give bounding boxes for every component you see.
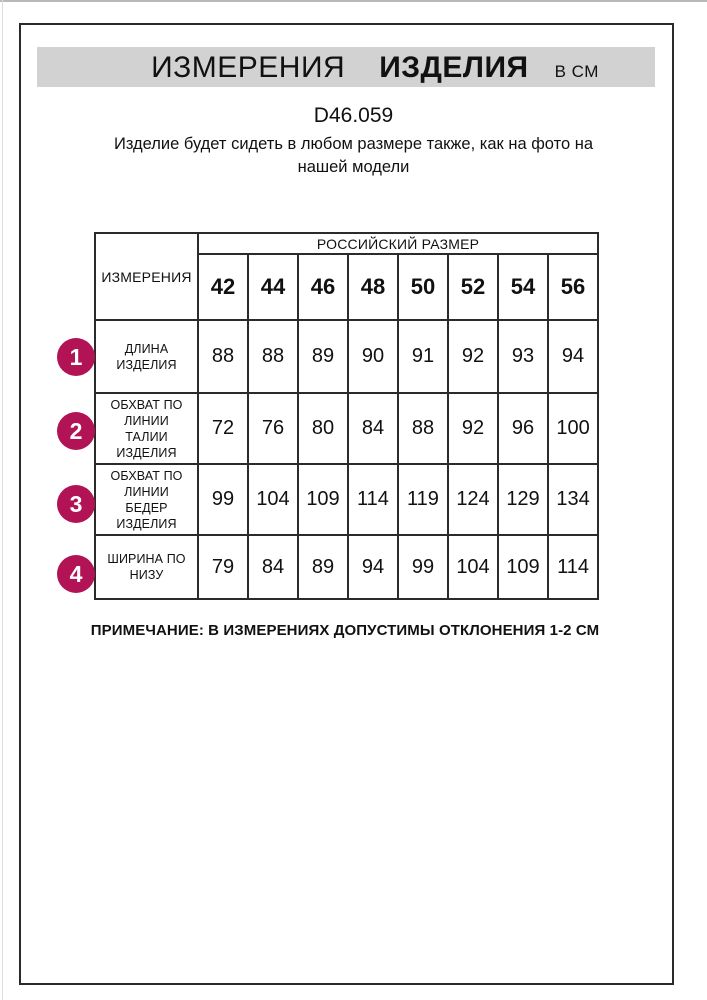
table-cell: 114	[548, 535, 598, 599]
row-number-badge-2: 2	[57, 412, 95, 450]
table-cell: 129	[498, 464, 548, 535]
row-label: ОБХВАТ ПО ЛИНИИ БЕДЕР ИЗДЕЛИЯ	[95, 464, 198, 535]
table-cell: 76	[248, 393, 298, 464]
table-cell: 104	[248, 464, 298, 535]
table-cell: 94	[348, 535, 398, 599]
row-label: ОБХВАТ ПО ЛИНИИ ТАЛИИ ИЗДЕЛИЯ	[95, 393, 198, 464]
table-cell: 104	[448, 535, 498, 599]
size-header: 52	[448, 254, 498, 320]
table-cell: 84	[348, 393, 398, 464]
table-row-length	[95, 320, 598, 393]
size-table	[94, 232, 599, 600]
table-cell: 88	[248, 320, 298, 393]
table-cell: 89	[298, 320, 348, 393]
table-cell: 88	[198, 320, 248, 393]
fit-description-line1: Изделие будет сидеть в любом размере также, как на фото на	[113, 135, 594, 153]
table-cell: 109	[298, 464, 348, 535]
table-cell: 91	[398, 320, 448, 393]
table-cell: 124	[448, 464, 498, 535]
size-header: 48	[348, 254, 398, 320]
size-header: 50	[398, 254, 448, 320]
table-row-bottom-width	[95, 535, 598, 599]
size-header: 42	[198, 254, 248, 320]
size-header: 46	[298, 254, 348, 320]
row-label: ШИРИНА ПО НИЗУ	[95, 535, 198, 599]
table-cell: 89	[298, 535, 348, 599]
table-cell: 72	[198, 393, 248, 464]
table-cell: 84	[248, 535, 298, 599]
table-cell: 94	[548, 320, 598, 393]
title-product: ИЗДЕЛИЯ	[379, 51, 529, 84]
tolerance-note: ПРИМЕЧАНИЕ: В ИЗМЕРЕНИЯХ ДОПУСТИМЫ ОТКЛОНЕНИЯ 1-2 СМ	[90, 622, 600, 639]
table-cell: 119	[398, 464, 448, 535]
title-units: В СМ	[554, 62, 599, 81]
table-cell: 88	[398, 393, 448, 464]
screenshot-top-edge-line	[0, 0, 707, 2]
table-cell: 109	[498, 535, 548, 599]
measurements-column-header: ИЗМЕРЕНИЯ	[95, 233, 198, 320]
fit-description-line2: нашей модели	[297, 158, 410, 176]
product-code: D46.059	[313, 104, 394, 127]
size-group-header: РОССИЙСКИЙ РАЗМЕР	[198, 233, 598, 254]
row-number-badge-4: 4	[57, 555, 95, 593]
fit-description	[0, 133, 707, 179]
table-cell: 92	[448, 320, 498, 393]
table-cell: 79	[198, 535, 248, 599]
size-header: 54	[498, 254, 548, 320]
size-header: 56	[548, 254, 598, 320]
table-cell: 100	[548, 393, 598, 464]
table-cell: 96	[498, 393, 548, 464]
row-label: ДЛИНА ИЗДЕЛИЯ	[95, 320, 198, 393]
table-cell: 134	[548, 464, 598, 535]
table-cell: 114	[348, 464, 398, 535]
table-cell: 93	[498, 320, 548, 393]
table-row-waist	[95, 393, 598, 464]
table-cell: 92	[448, 393, 498, 464]
table-cell: 99	[198, 464, 248, 535]
table-cell: 90	[348, 320, 398, 393]
table-cell: 80	[298, 393, 348, 464]
row-number-badge-3: 3	[57, 485, 95, 523]
row-number-badge-1: 1	[57, 338, 95, 376]
table-cell: 99	[398, 535, 448, 599]
title-measurements: ИЗМЕРЕНИЯ	[151, 51, 346, 84]
table-row-hips	[95, 464, 598, 535]
size-header: 44	[248, 254, 298, 320]
title-bar	[37, 47, 655, 87]
